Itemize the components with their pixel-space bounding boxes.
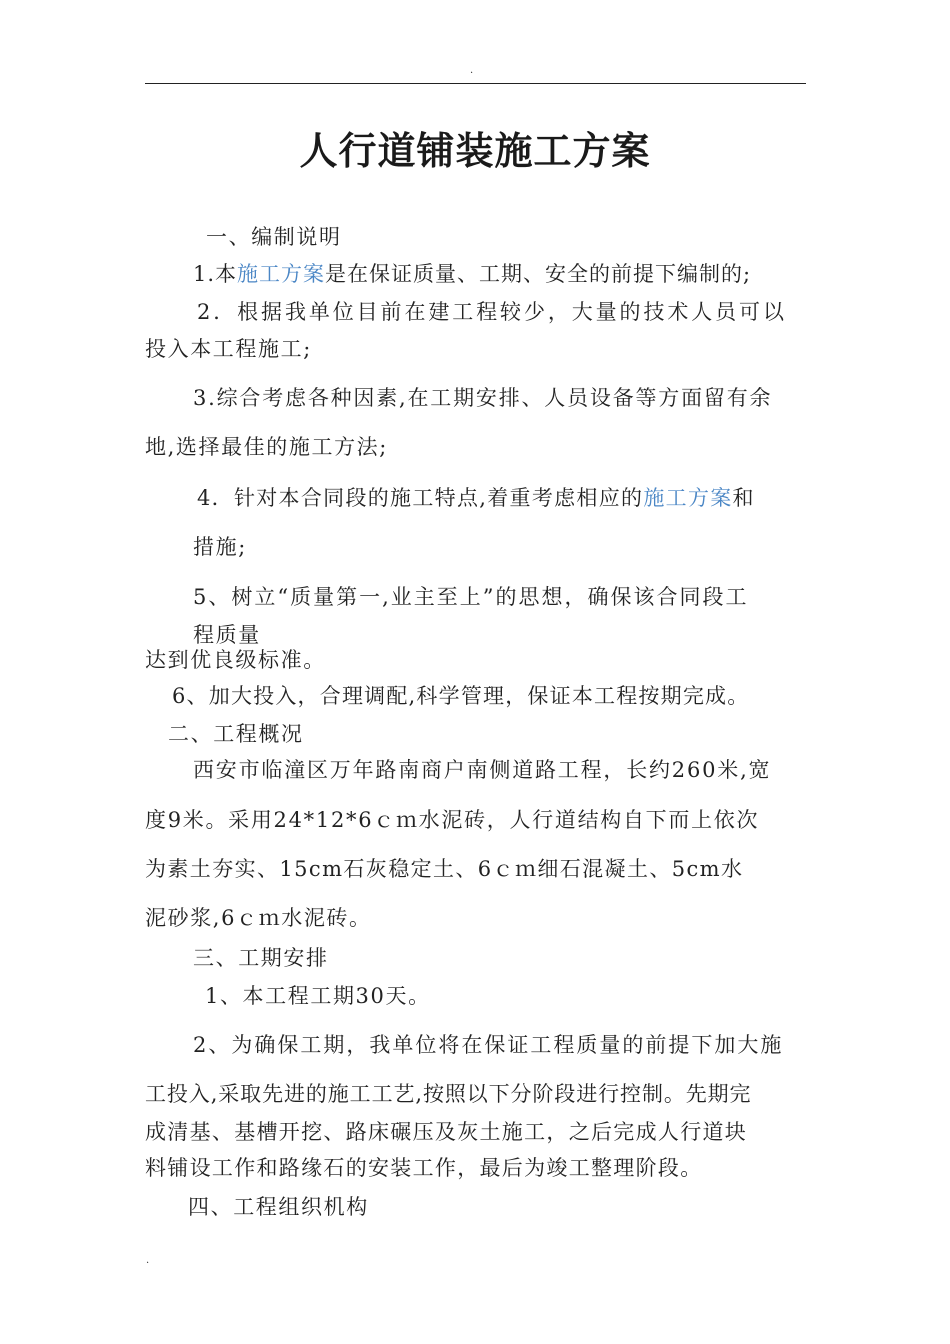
paragraph-1-text-b: 是在保证质量、工期、安全的前提下编制的; xyxy=(325,262,752,286)
header-rule xyxy=(145,83,806,84)
paragraph-9-line-3: 成清基、基槽开挖、路床碾压及灰土施工，之后完成人行道块 xyxy=(145,1120,748,1144)
header-mark: . xyxy=(470,65,474,76)
section-heading-4: 四、工程组织机构 xyxy=(188,1195,369,1219)
paragraph-4-text-b: 和 xyxy=(732,486,755,510)
section-heading-3: 三、工期安排 xyxy=(193,946,329,970)
paragraph-2-line-1: 2．根据我单位目前在建工程较少，大量的技术人员可以 xyxy=(197,300,787,324)
paragraph-2-line-2: 投入本工程施工; xyxy=(145,337,312,361)
paragraph-1 xyxy=(193,259,751,289)
paragraph-7-line-3: 为素土夯实、15cm石灰稳定土、6ｃｍ细石混凝土、5cm水 xyxy=(145,857,744,881)
footer-mark: . xyxy=(146,1255,150,1266)
paragraph-5-line-1: 5、树立“质量第一,业主至上”的思想，确保该合同段工 xyxy=(193,585,749,609)
paragraph-4-text-a: 4．针对本合同段的施工特点,着重考虑相应的 xyxy=(197,486,644,510)
document-title: 人行道铺装施工方案 xyxy=(299,129,651,173)
construction-plan-link-2[interactable]: 施工方案 xyxy=(643,486,733,510)
paragraph-4-line-2: 措施; xyxy=(193,535,247,559)
paragraph-7-line-2: 度9米。采用24*12*6ｃｍ水泥砖，人行道结构自下而上依次 xyxy=(145,808,760,832)
paragraph-4-line-1 xyxy=(197,483,755,513)
paragraph-3-line-2: 地,选择最佳的施工方法; xyxy=(145,435,388,459)
paragraph-7-line-1: 西安市临潼区万年路南商户南侧道路工程，长约260米,宽 xyxy=(193,758,772,782)
paragraph-9-line-1: 2、为确保工期，我单位将在保证工程质量的前提下加大施 xyxy=(193,1033,784,1057)
paragraph-6: 6、加大投入，合理调配,科学管理，保证本工程按期完成。 xyxy=(172,684,750,708)
paragraph-5-line-2: 程质量 xyxy=(193,623,261,647)
construction-plan-link[interactable]: 施工方案 xyxy=(237,262,326,286)
paragraph-3-line-1: 3.综合考虑各种因素,在工期安排、人员设备等方面留有余 xyxy=(193,386,773,410)
paragraph-5-line-3: 达到优良级标准。 xyxy=(145,648,326,672)
paragraph-7-line-4: 泥砂浆,6ｃｍ水泥砖。 xyxy=(145,906,372,930)
paragraph-9-line-2: 工投入,采取先进的施工工艺,按照以下分阶段进行控制。先期完 xyxy=(145,1082,752,1106)
paragraph-9-line-4: 料铺设工作和路缘石的安装工作，最后为竣工整理阶段。 xyxy=(145,1156,703,1180)
section-heading-1: 一、编制说明 xyxy=(206,225,342,249)
section-heading-2: 二、工程概况 xyxy=(168,722,304,746)
paragraph-8: 1、本工程工期30天。 xyxy=(205,984,431,1008)
paragraph-1-text-a: 1.本 xyxy=(193,262,238,286)
